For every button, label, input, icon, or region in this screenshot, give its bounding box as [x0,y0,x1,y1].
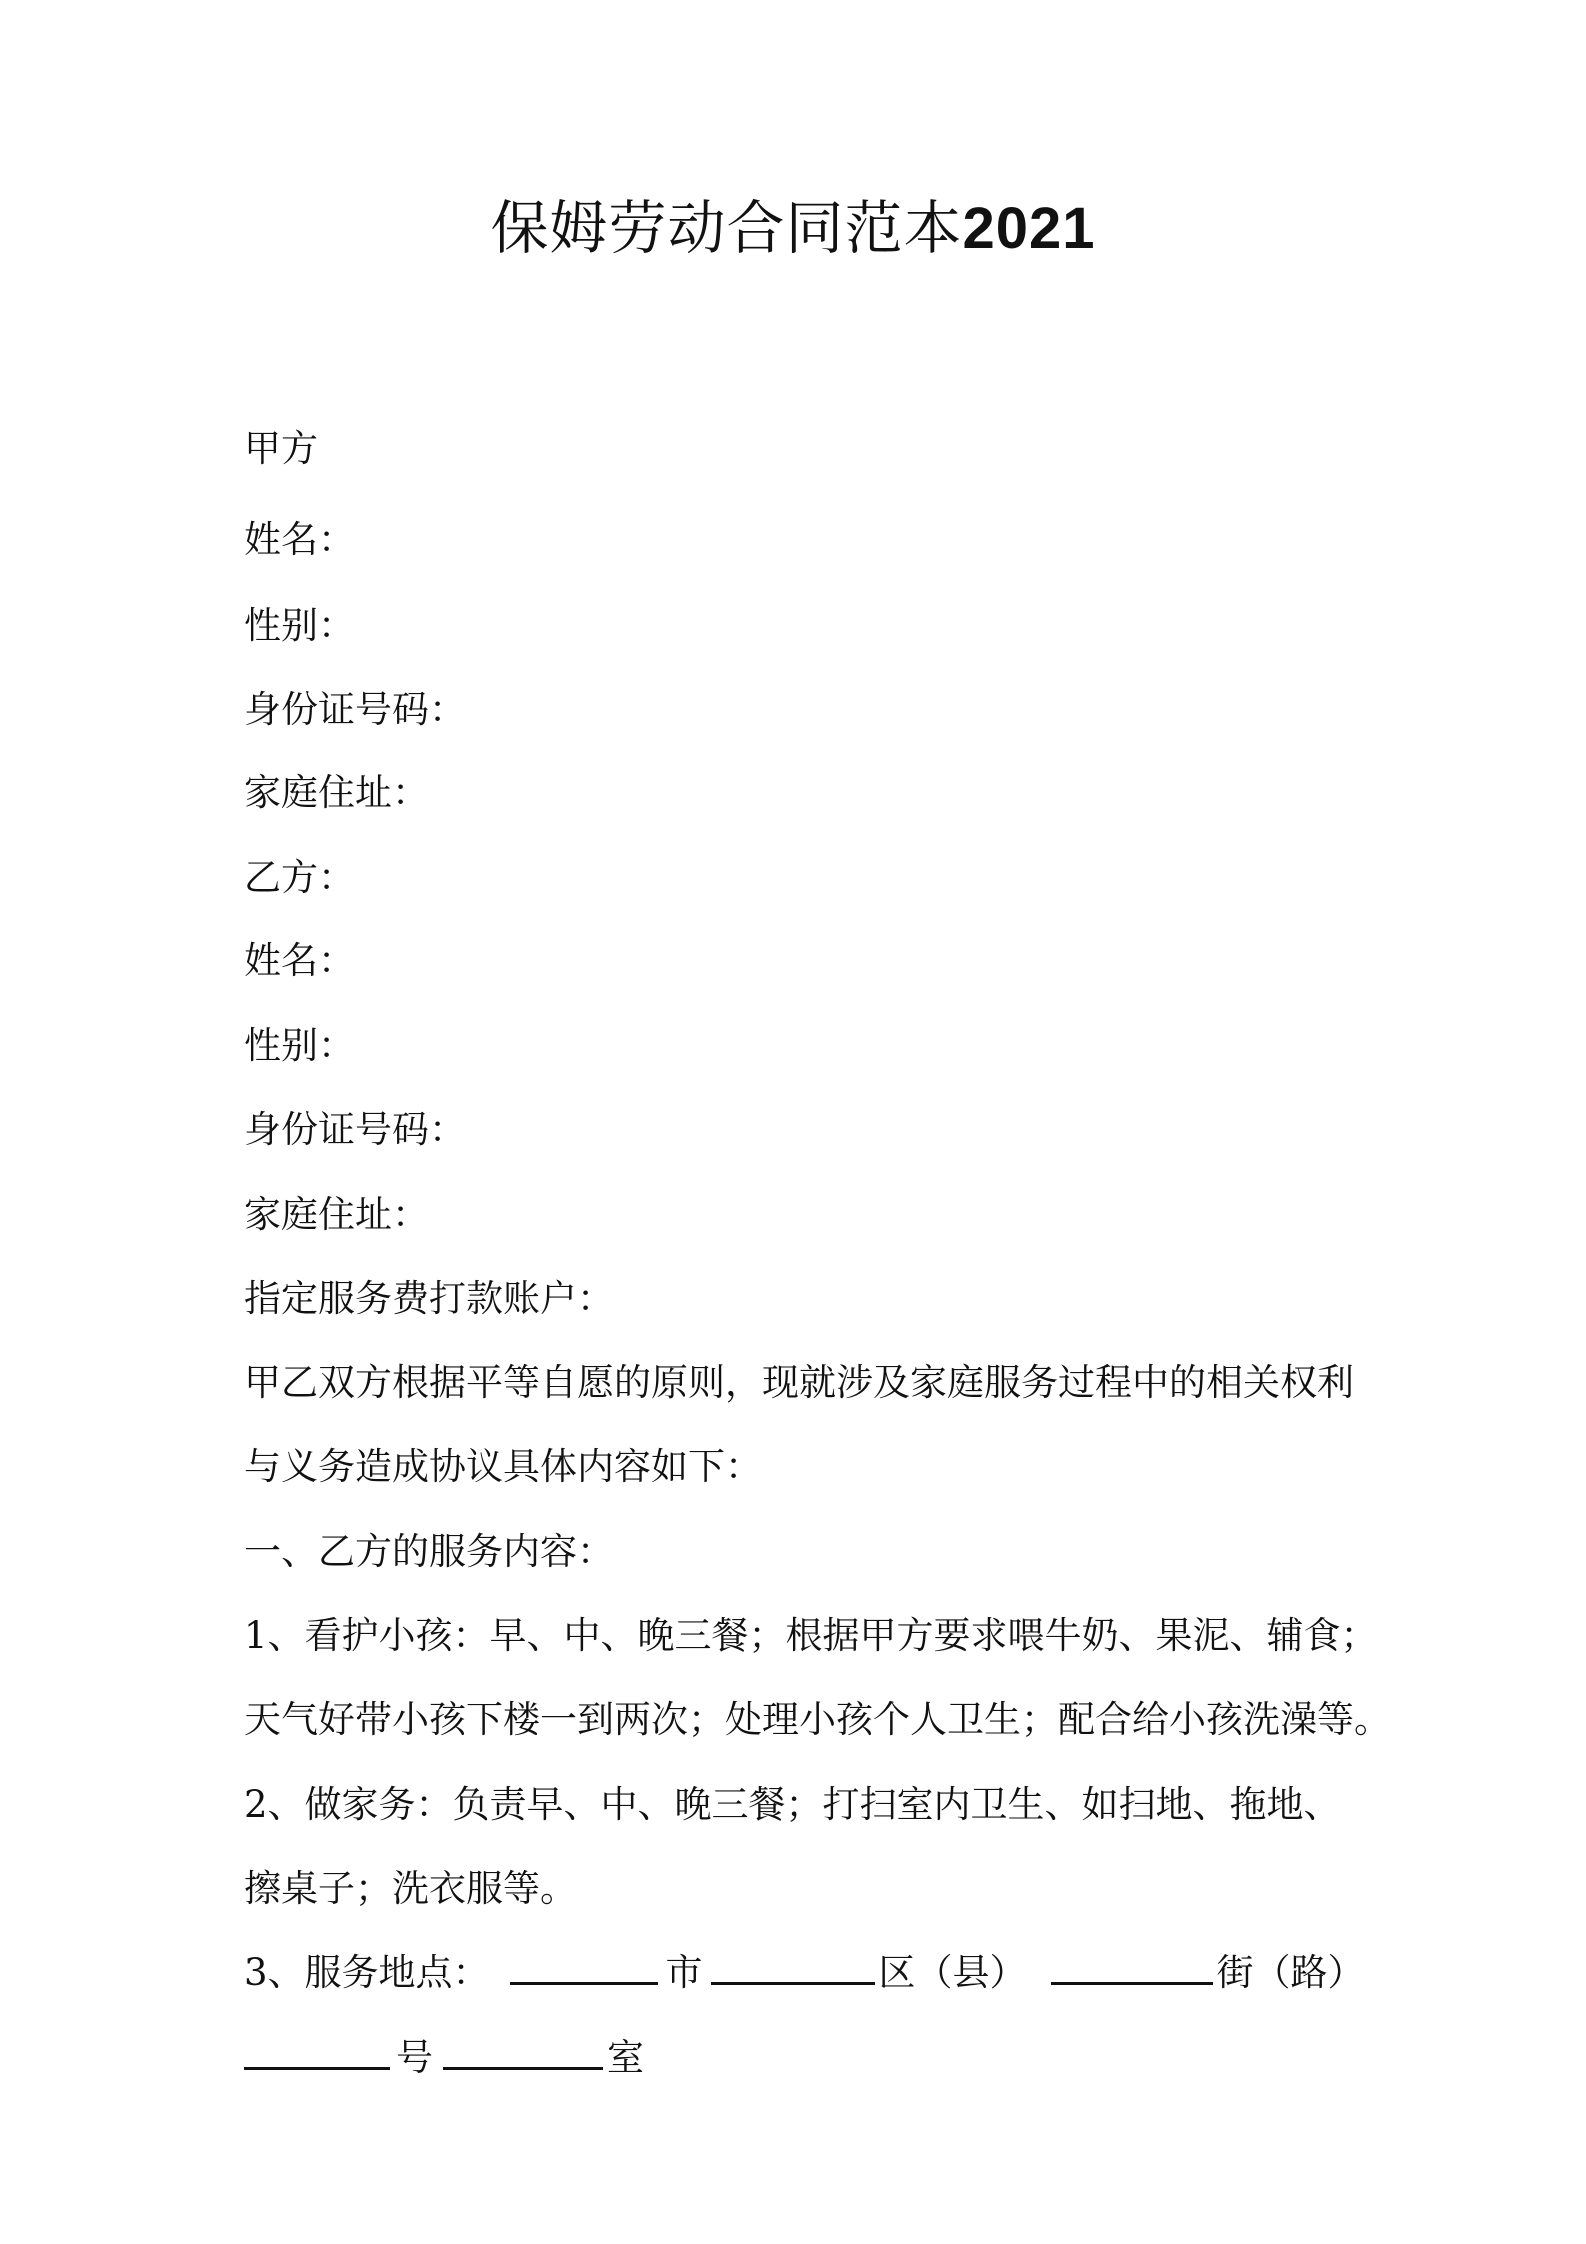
title-year: 2021 [962,196,1096,261]
item-2-line-2: 擦桌子；洗衣服等。 [244,1867,577,1910]
number-label: 号 [396,2036,433,2079]
item-3-label: 3、服务地点： [244,1951,490,1994]
item-1-line-2: 天气好带小孩下楼一到两次；处理小孩个人卫生；配合给小孩洗澡等。 [244,1698,1391,1741]
city-blank [510,1948,658,1985]
district-label: 区（县） [878,1951,1027,1994]
party-a-gender: 性别： [244,604,355,647]
party-a-id: 身份证号码： [244,688,466,731]
district-blank [711,1948,875,1985]
party-a-address: 家庭住址： [244,771,429,814]
party-b-address: 家庭住址： [244,1193,429,1236]
room-label: 室 [607,2036,644,2079]
number-blank [244,2033,390,2070]
party-b-heading: 乙方： [244,856,355,899]
section-1-heading: 一、乙方的服务内容： [244,1530,614,1573]
street-blank [1051,1948,1213,1985]
room-blank [443,2033,603,2070]
item-1-line-1: 1、看护小孩：早、中、晚三餐；根据甲方要求喂牛奶、果泥、辅食； [244,1614,1378,1657]
party-a-heading: 甲方 [244,427,318,470]
intro-line-1: 甲乙双方根据平等自愿的原则，现就涉及家庭服务过程中的相关权利 [244,1361,1354,1404]
party-a-name: 姓名： [244,518,355,561]
party-b-name: 姓名： [244,939,355,982]
party-b-gender: 性别： [244,1024,355,1067]
party-b-id: 身份证号码： [244,1108,466,1151]
city-label: 市 [665,1951,703,1994]
item-3-room-line [244,2033,644,2083]
payment-account: 指定服务费打款账户： [244,1277,614,1320]
document-title [0,188,1586,269]
title-main: 保姆劳动合同范本 [490,194,963,262]
item-3-address-line [244,1948,1365,1998]
item-2-line-1: 2、做家务：负责早、中、晚三餐；打扫室内卫生、如扫地、拖地、 [244,1783,1341,1826]
intro-line-2: 与义务造成协议具体内容如下： [244,1445,762,1488]
street-label: 街（路） [1216,1951,1365,1994]
